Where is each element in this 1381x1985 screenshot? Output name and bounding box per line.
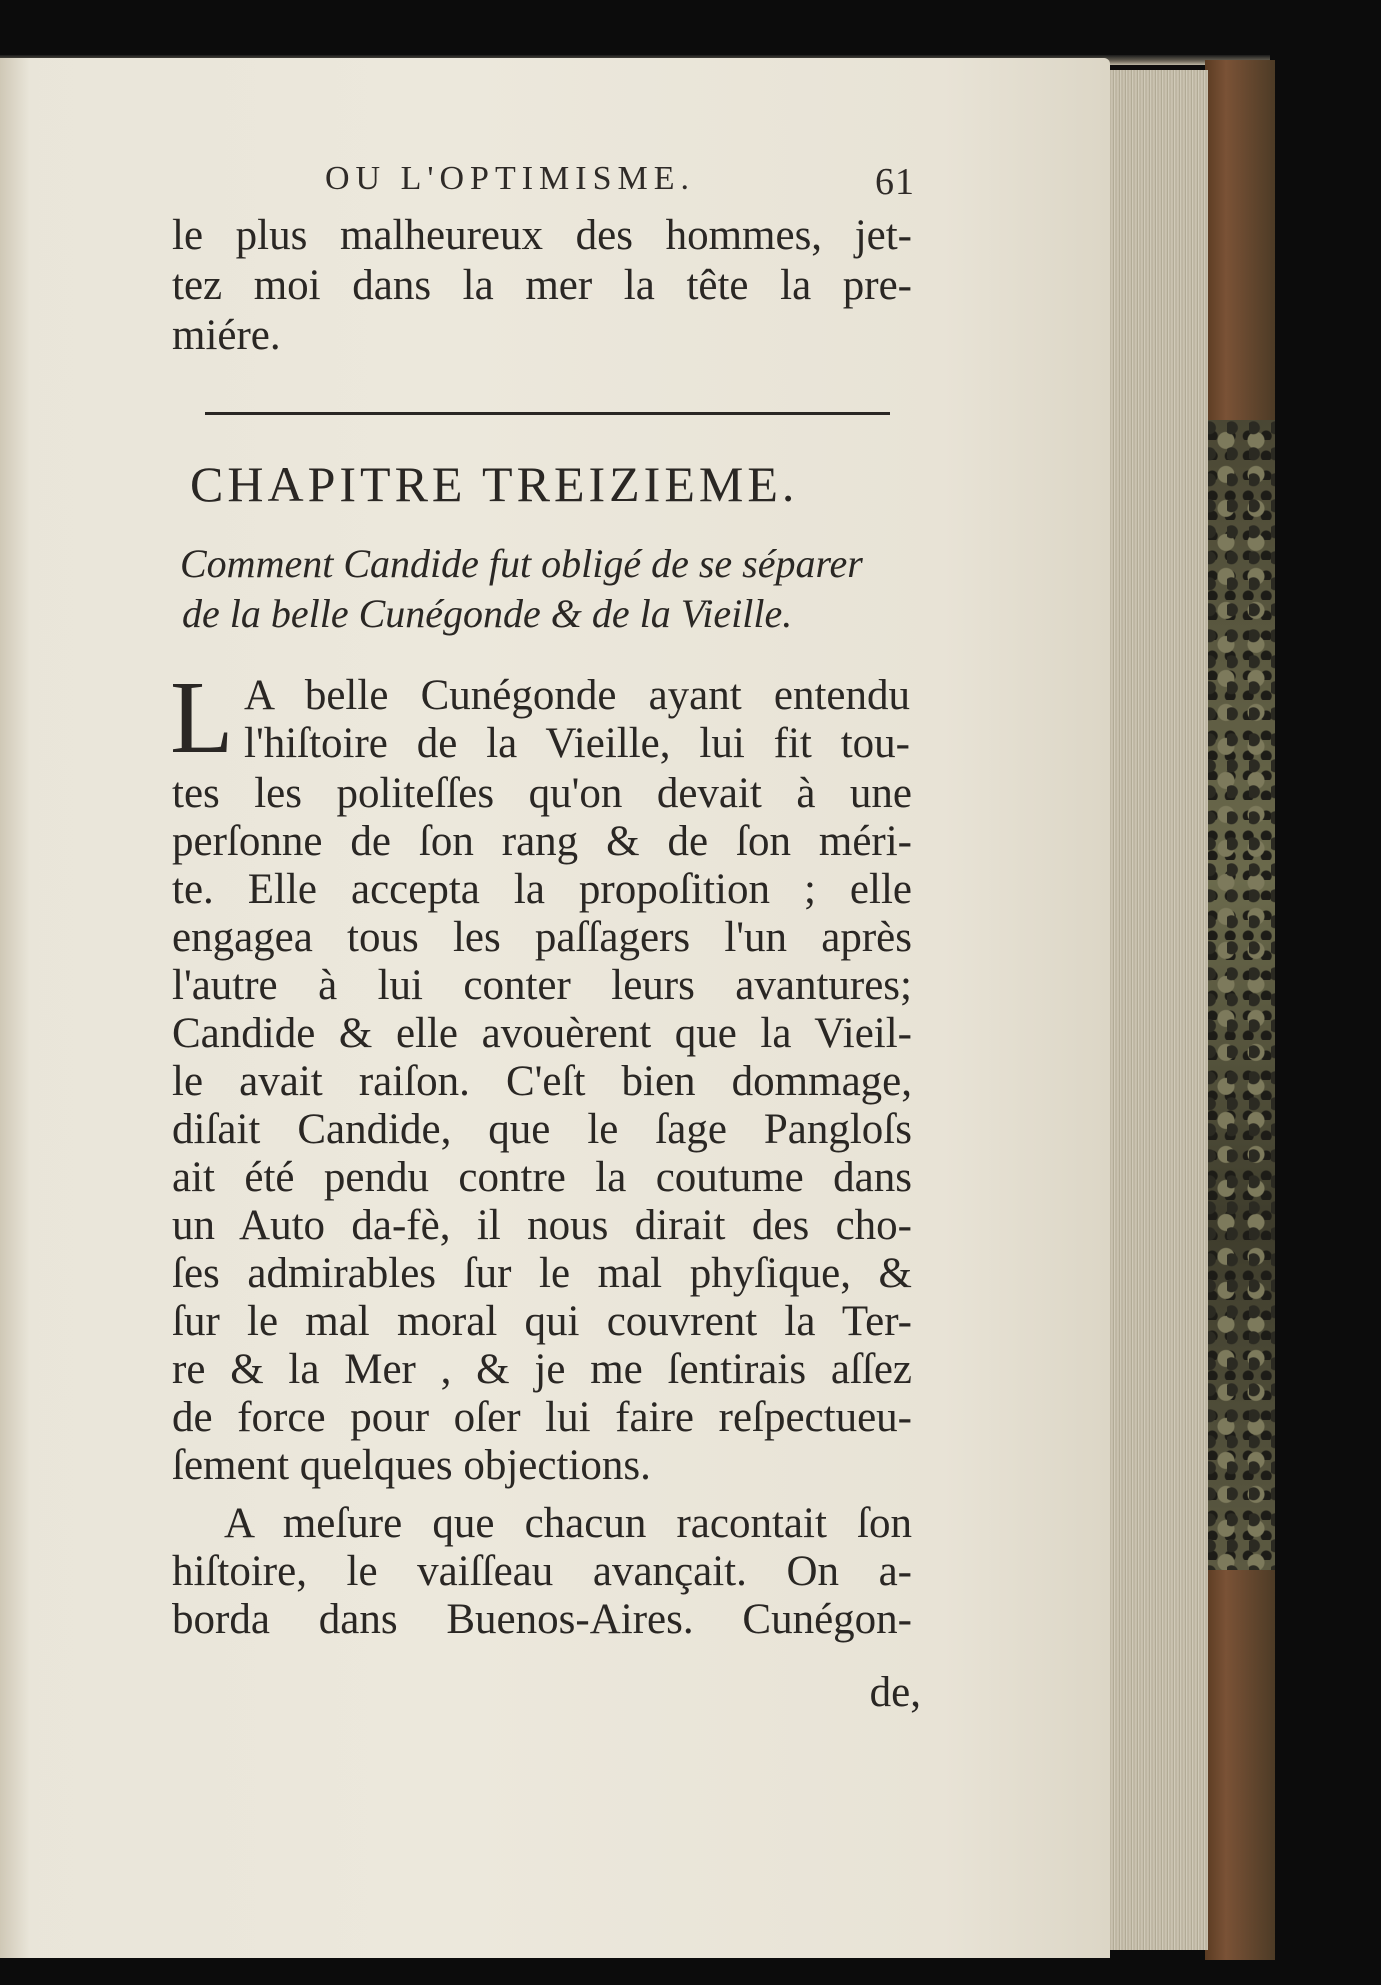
body-line-4: perſonne de ſon rang & de ſon méri- — [172, 818, 912, 865]
body-line-17: ſement quelques objections. — [172, 1442, 651, 1489]
body-line-15: re & la Mer , & je me ſentirais aſſez — [172, 1346, 912, 1393]
chapter-subtitle-line-1: Comment Candide fut obligé de se séparer — [180, 541, 863, 586]
marbled-cover-pattern — [1205, 420, 1275, 1570]
body-line-9: le avait raiſon. C'eſt bien dommage, — [172, 1058, 912, 1105]
chapter-title: CHAPITRE TREIZIEME. — [190, 456, 799, 512]
intro-line-2: tez moi dans la mer la tête la pre- — [172, 262, 912, 309]
body-line-5: te. Elle accepta la propoſition ; elle — [172, 866, 912, 913]
body-line-12: un Auto da-fè, il nous dirait des cho- — [172, 1202, 912, 1249]
body-line-19: hiſtoire, le vaiſſeau avançait. On a- — [172, 1548, 912, 1595]
chapter-subtitle-line-2: de la belle Cunégonde & de la Vieille. — [182, 591, 793, 636]
intro-line-1: le plus malheureux des hommes, jet- — [172, 212, 912, 259]
body-line-7: l'autre à lui conter leurs avantures; — [172, 962, 912, 1009]
page-number: 61 — [875, 161, 915, 203]
body-line-2: l'hiſtoire de la Vieille, lui fit tou- — [244, 720, 910, 767]
catchword: de, — [869, 1669, 921, 1716]
body-line-10: diſait Candide, que le ſage Pangloſs — [172, 1106, 912, 1153]
section-divider-rule — [205, 412, 890, 415]
body-line-18: A meſure que chacun racontait ſon — [224, 1500, 912, 1547]
body-line-6: engagea tous les paſſagers l'un après — [172, 914, 912, 961]
body-line-11: ait été pendu contre la coutume dans — [172, 1154, 912, 1201]
body-line-14: ſur le mal moral qui couvrent la Ter- — [172, 1298, 912, 1345]
drop-cap: L — [170, 660, 234, 775]
gutter-shadow — [0, 58, 30, 1958]
running-title: OU L'OPTIMISME. — [325, 160, 696, 197]
body-line-16: de force pour oſer lui faire reſpectueu- — [172, 1394, 912, 1441]
body-line-20: borda dans Buenos-Aires. Cunégon- — [172, 1596, 912, 1643]
body-line-8: Candide & elle avouèrent que la Vieil- — [172, 1010, 912, 1057]
body-line-3: tes les politeſſes qu'on devait à une — [172, 770, 912, 817]
running-header — [325, 160, 915, 210]
intro-line-3: miére. — [172, 312, 281, 359]
page-fore-edge — [1108, 70, 1208, 1950]
body-line-1: A belle Cunégonde ayant entendu — [244, 672, 910, 719]
body-line-13: ſes admirables ſur le mal phyſique, & — [172, 1250, 912, 1297]
